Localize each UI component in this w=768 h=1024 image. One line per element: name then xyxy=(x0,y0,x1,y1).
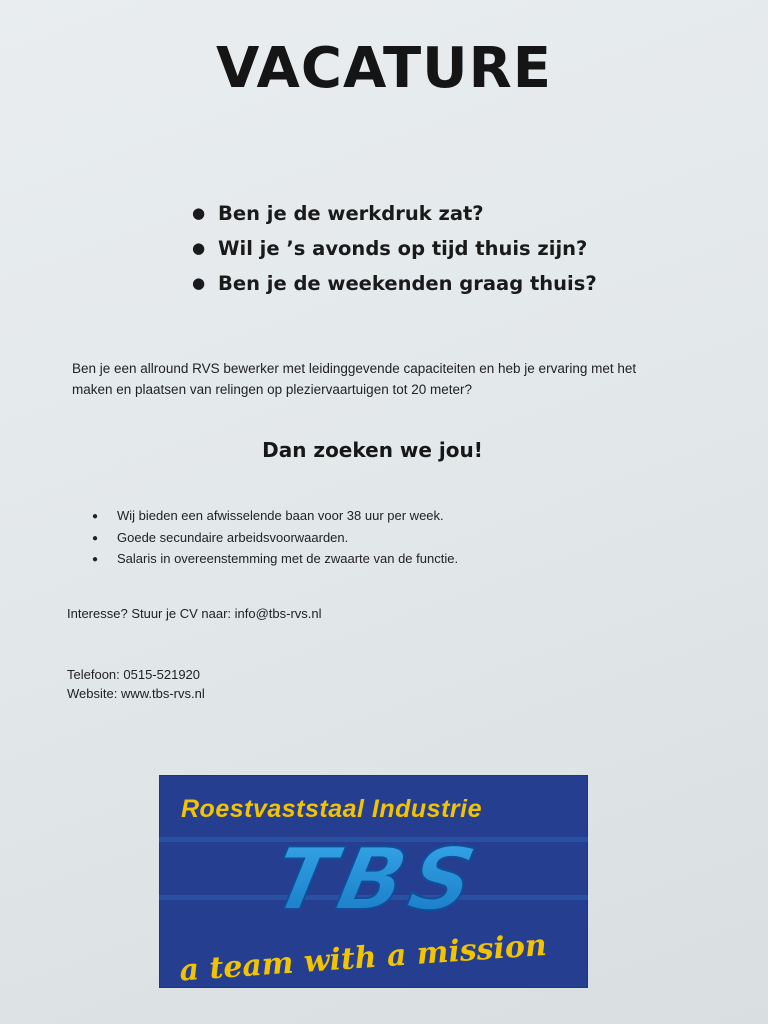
offer-item: ● Goede secundaire arbeidsvoorwaarden. xyxy=(92,528,458,550)
company-logo xyxy=(159,775,588,988)
logo-slogan: a team with a mission xyxy=(178,927,548,988)
bullet-icon: ● xyxy=(192,204,206,222)
bullet-icon: ● xyxy=(192,239,206,257)
bullet-icon: ● xyxy=(92,511,99,522)
website-line: Website: www.tbs-rvs.nl xyxy=(67,686,205,701)
offer-item: ● Salaris in overeenstemming met de zwaarte van de functie. xyxy=(92,549,458,571)
offer-item: ● Wij bieden een afwisselende baan voor 38 uur per week. xyxy=(92,506,458,528)
question-list xyxy=(192,196,597,301)
interest-line: Interesse? Stuur je CV naar: info@tbs-rvs.nl xyxy=(67,606,322,621)
bullet-icon: ● xyxy=(92,532,99,544)
bullet-icon: ● xyxy=(92,554,99,565)
page-title: VACATURE xyxy=(215,36,552,101)
phone-line: Telefoon: 0515-521920 xyxy=(67,667,201,682)
logo-company-name: Roestvaststaal Industrie xyxy=(181,795,482,823)
intro-paragraph: Ben je een allround RVS bewerker met leidinggevende capaciteiten en heb je ervaring met het maken en plaatsen van relingen op pleziervaartuigen tot 20 meter? xyxy=(72,361,637,397)
subheading: Dan zoeken we jou! xyxy=(262,438,483,462)
offer-list xyxy=(92,506,458,571)
bullet-icon: ● xyxy=(192,274,206,292)
question-item: ● Ben je de werkdruk zat? xyxy=(192,196,597,231)
question-item: ● Wil je ’s avonds op tijd thuis zijn? xyxy=(192,231,597,266)
logo-letters: TBS xyxy=(264,828,490,930)
question-item: ● Ben je de weekenden graag thuis? xyxy=(192,266,597,301)
